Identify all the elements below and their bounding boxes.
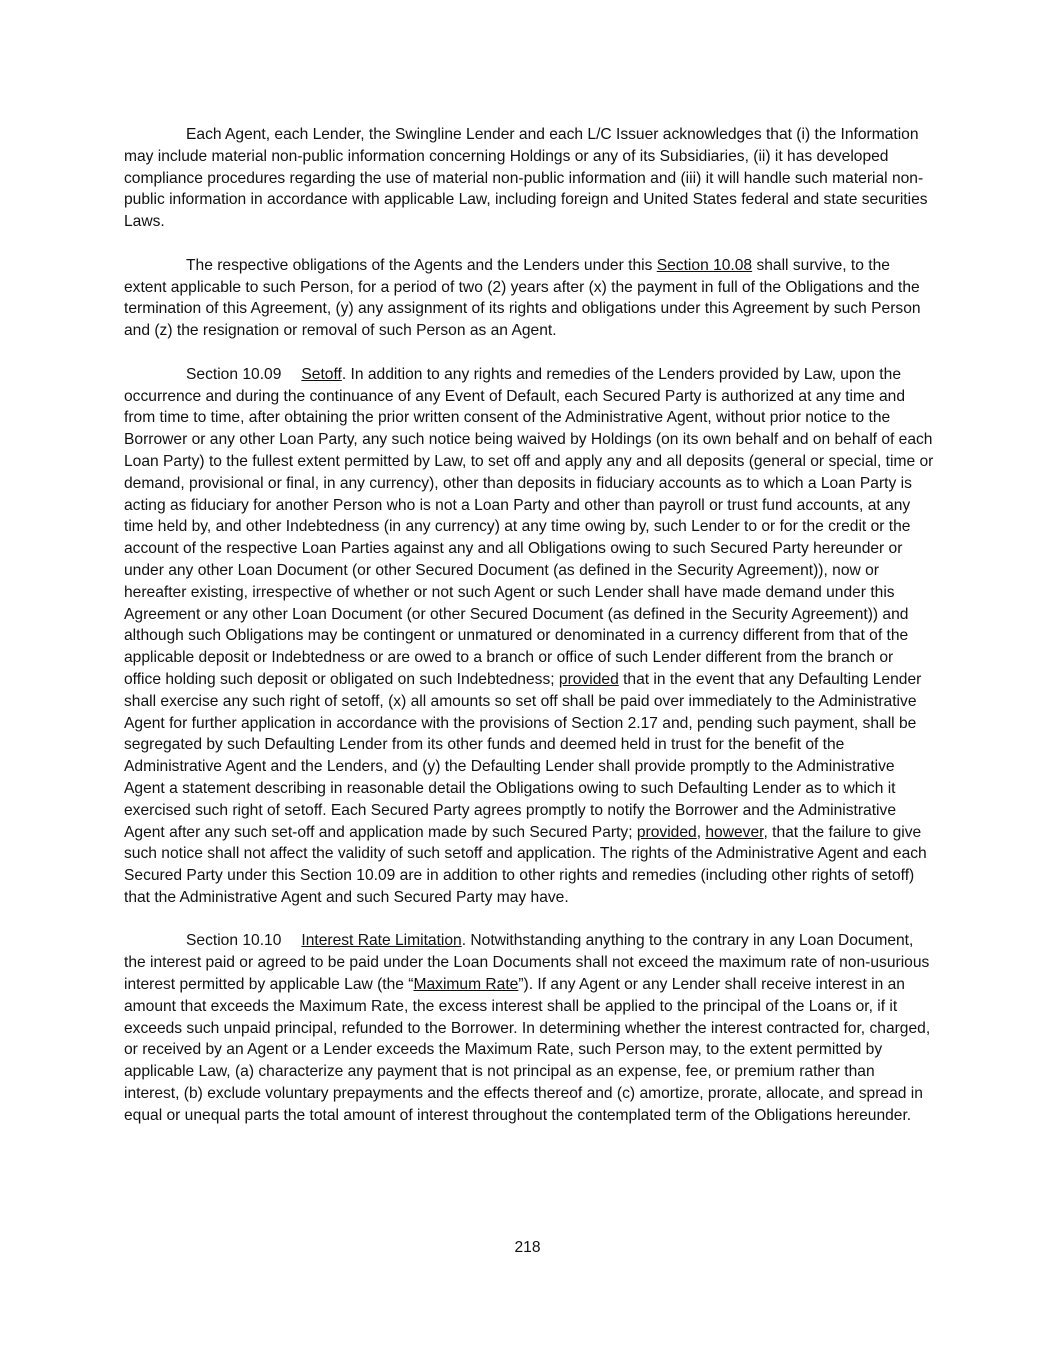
punctuation: , [696,823,706,841]
section-number: Section 10.09 [186,365,282,383]
section-number: Section 10.10 [186,932,282,950]
paragraph-text: shall survive, to the extent applicable to such Person, for a period of two (2) years after (x) the payment in full of the Obligations and the termination of this Agreement, (y) any assignment of its rights and obligations under this Agreement by such Person and (z) the resignation or removal of such Person as an Agent. [124,256,921,340]
provided-term: provided [636,823,697,841]
paragraph-survival [124,255,934,342]
page-number: 218 [514,1239,541,1256]
provided-term: provided [558,670,619,688]
section-heading: Setoff [301,365,342,383]
however-term: however [705,823,764,841]
paragraph-text: . In addition to any rights and remedies of the Lenders provided by Law, upon the occurrence and during the continuance of any Event of Default, each Secured Party is authorized at any time and from time to time, after obtaining the prior written consent of the Administrative Agent, without prior notice to the Borrower or any other Loan Party, any such notice being waived by Holdings (on its own behalf and on behalf of each Loan Party) to the fullest extent permitted by Law, to set off and apply any and all deposits (general or special, time or demand, provisional or final, in any currency), other than deposits in fiduciary accounts as to which a Loan Party is acting as fiduciary for another Person who is not a Loan Party and other than payroll or trust fund accounts, at any time held by, and other Indebtedness (in any currency) at any time owing by, such Lender to or for the credit or the account of the respective Loan Parties against any and all Obligations owing to such Secured Party hereunder or under any other Loan Document (or other Secured Document (as defined in the Security Agreement)), now or hereafter existing, irrespective of whether or not such Agent or such Lender shall have made demand under this Agreement or any other Loan Document (or other Secured Document (as defined in the Security Agreement)) and although such Obligations may be contingent or unmatured or denominated in a currency different from that of the applicable deposit or Indebtedness or are owed to a branch or office of such Lender different from the branch or office holding such deposit or obligated on such Indebtedness; [124,365,934,688]
paragraph-text: , that the failure to give such notice shall not affect the validity of such setoff and application. The rights of the Administrative Agent and each Secured Party under this Section 10.09 are in addition to other rights and remedies (including other rights of setoff) that the Administrative Agent and such Secured Party may have. [124,823,927,906]
paragraph-text: that in the event that any Defaulting Lender shall exercise any such right of setoff, (x) all amounts so set off shall be paid over immediately to the Administrative Agent for further application in accordance with the provisions of Section 2.17 and, pending such payment, shall be segregated by such Defaulting Lender from its other funds and deemed held in trust for the benefit of the Administrative Agent and the Lenders, and (y) the Defaulting Lender shall provide promptly to the Administrative Agent a statement describing in reasonable detail the Obligations owing to such Defaulting Lender as to which it exercised such right of setoff. Each Secured Party agrees promptly to notify the Borrower and the Administrative Agent after any such set-off and application made by such Secured Party; [124,670,922,841]
section-heading: Interest Rate Limitation [301,932,462,950]
section-10-09-setoff [124,364,934,909]
paragraph-confidentiality-acknowledgement [124,124,934,233]
document-body [124,124,934,1127]
paragraph-text: ”). If any Agent or any Lender shall receive interest in an amount that exceeds the Maximum Rate, the excess interest shall be applied to the principal of the Loans or, if it exceeds such unpaid principal, refunded to the Borrower. In determining whether the interest contracted for, charged, or received by an Agent or a Lender exceeds the Maximum Rate, such Person may, to the extent permitted by applicable Law, (a) characterize any payment that is not principal as an expense, fee, or premium rather than interest, (b) exclude voluntary prepayments and the effects thereof and (c) amortize, prorate, allocate, and spread in equal or unequal parts the total amount of interest throughout the contemplated term of the Obligations hereunder. [124,976,931,1124]
defined-term-maximum-rate: Maximum Rate [413,976,519,994]
paragraph-text: The respective obligations of the Agents and the Lenders under this [186,256,657,274]
section-10-10-interest-rate-limitation [124,930,934,1126]
paragraph-text: Each Agent, each Lender, the Swingline Lender and each L/C Issuer acknowledges that (i) the Information may include material non-public information concerning Holdings or any of its Subsidiaries, (ii) it has developed compliance procedures regarding the use of material non-public information and (iii) it will handle such material non-public information in accordance with applicable Law, including foreign and United States federal and state securities Laws. [124,126,928,231]
paragraph-text: . Notwithstanding anything to the contrary in any Loan Document, the interest paid or agreed to be paid under the Loan Documents shall not exceed the maximum rate of non-usurious interest permitted by applicable Law (the “ [124,932,930,994]
section-reference: Section 10.08 [656,256,753,274]
